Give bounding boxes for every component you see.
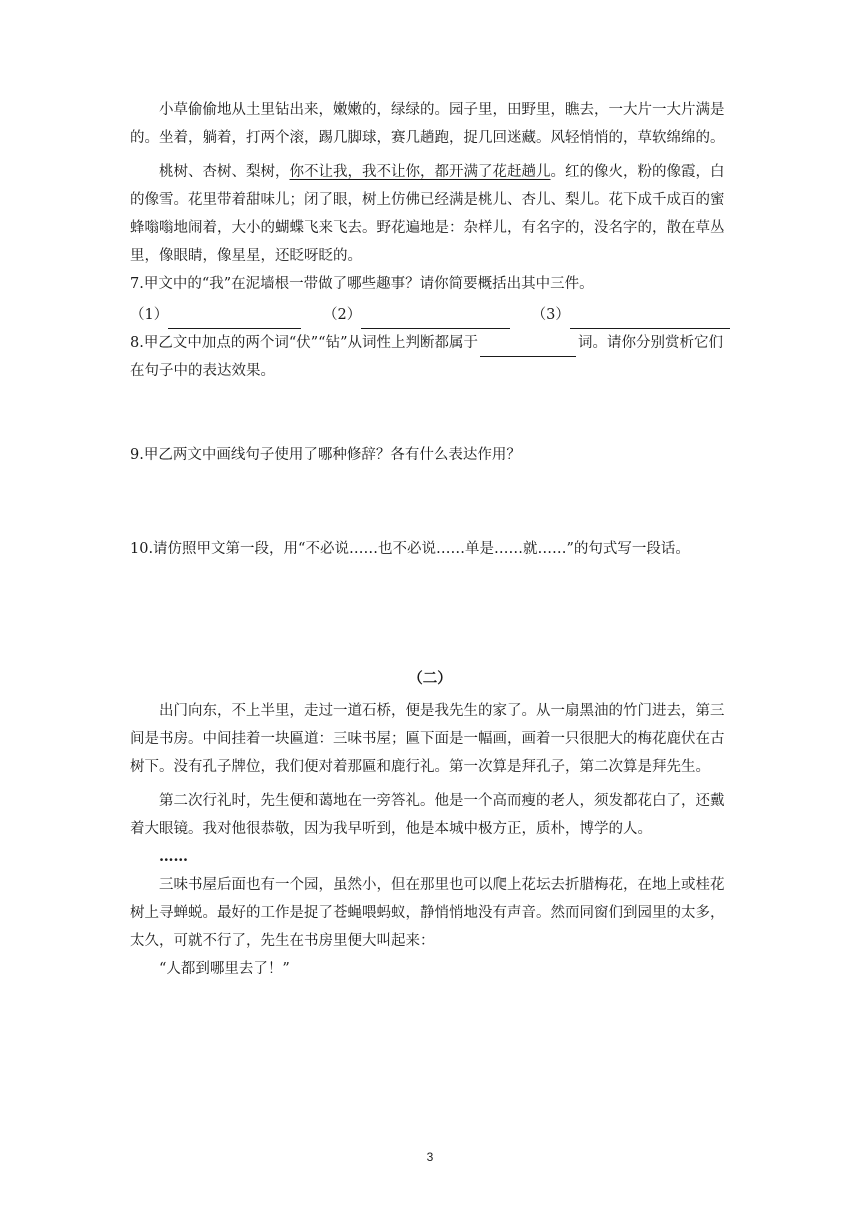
question-10: 10.请仿照甲文第一段，用“不必说……也不必说……单是……就……”的句式写一段话。	[130, 541, 690, 557]
answer-blank-3[interactable]	[570, 310, 730, 329]
question-8-lead: 8.甲乙文中加点的两个词“伏”“钻”从词性上判断都属于	[130, 335, 478, 351]
question-8	[130, 329, 730, 385]
passage-two-quote: “人都到哪里去了！”	[159, 961, 290, 977]
page-content	[130, 96, 730, 983]
answer-blank-1[interactable]	[168, 310, 301, 329]
question-7-answer-blanks	[130, 301, 730, 329]
underlined-sentence: 你不让我，我不让你，都开满了花赶趟儿	[289, 164, 551, 180]
answer-space-10	[130, 563, 730, 665]
answer-blank-2[interactable]	[361, 310, 509, 329]
answer-label-1: （1）	[130, 307, 169, 323]
passage-two-paragraph-1: 出门向东，不上半里，走过一道石桥，便是我先生的家了。从一扇黑油的竹门进去，第三间是书房。中间挂着一块匾道：三味书屋；匾下面是一幅画，画着一只很肥大的梅花鹿伏在古树下。没有孔子牌位，我们便对着那匾和鹿行礼。第一次算是拜孔子，第二次算是拜先生。	[130, 703, 725, 775]
passage-one-paragraph-1: 小草偷偷地从土里钻出来，嫩嫩的，绿绿的。园子里，田野里，瞧去，一大片一大片满是的。坐着，躺着，打两个滚，踢几脚球，赛几趟跑，捉几回迷藏。风轻悄悄的，草软绵绵的。	[130, 102, 725, 146]
passage-two-paragraph-2: 第二次行礼时，先生便和蔼地在一旁答礼。他是一个高而瘦的老人，须发都花白了，还戴着大眼镜。我对他很恭敬，因为我早听到，他是本城中极方正，质朴，博学的人。	[130, 793, 725, 837]
answer-label-3: （3）	[531, 307, 570, 323]
answer-space-9	[130, 469, 730, 535]
question-8-blank[interactable]	[480, 338, 576, 357]
question-9: 9.甲乙两文中画线句子使用了哪种修辞？各有什么表达作用？	[130, 447, 521, 463]
passage-one-paragraph-2	[130, 158, 730, 270]
paragraph-2-lead: 桃树、杏树、梨树，	[159, 164, 290, 180]
paragraph-2-rest: 。红的像火，粉的像霞，白的像雪。花里带着甜味儿；闭了眼，树上仿佛已经满是桃儿、杏儿、梨儿。花下成千成百的蜜蜂嗡嗡地闹着，大小的蝴蝶飞来飞去。野花遍地是：杂样儿，有名字的，没名字的，散在草丛里，像眼睛，像星星，还眨呀眨的。	[130, 164, 725, 264]
page-number: 3	[426, 1150, 434, 1164]
passage-two-paragraph-3: 三味书屋后面也有一个园，虽然小，但在那里也可以爬上花坛去折腊梅花，在地上或桂花树上寻蝉蜕。最好的工作是捉了苍蝇喂蚂蚁，静悄悄地没有声音。然而同窗们到园里的太多，太久，可就不行了，先生在书房里便大叫起来：	[130, 877, 725, 949]
answer-space-8	[130, 385, 730, 441]
section-heading: （二）	[408, 671, 452, 687]
answer-label-2: （2）	[323, 307, 362, 323]
question-8-rest: 词。请你分别赏析它们在句子中的表达效果。	[130, 335, 723, 379]
omission-ellipsis: ……	[159, 848, 188, 865]
question-7: 7.甲文中的“我”在泥墙根一带做了哪些趣事？请你简要概括出其中三件。	[130, 276, 594, 292]
